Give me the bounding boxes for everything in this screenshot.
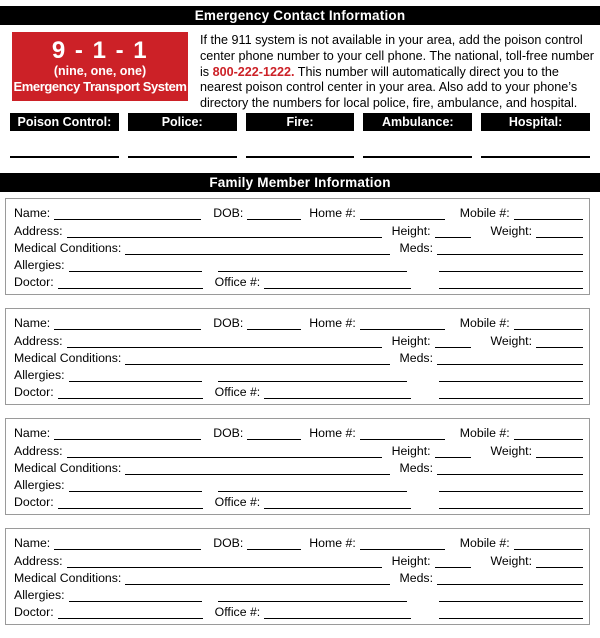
medical-conditions-label: Medical Conditions: <box>14 460 122 475</box>
medical-conditions-row <box>14 458 583 475</box>
medical-conditions-row <box>14 238 583 255</box>
police-blank-line[interactable] <box>128 146 237 158</box>
medical-conditions-label: Medical Conditions: <box>14 240 122 255</box>
medical-conditions-row <box>14 348 583 365</box>
address-row <box>14 330 583 347</box>
doctor-blank-line[interactable] <box>58 276 203 289</box>
home-phone-blank-line[interactable] <box>360 537 445 550</box>
medical-conditions-blank-line[interactable] <box>125 242 389 255</box>
family-members <box>5 198 590 638</box>
emergency-contact-header <box>0 6 600 25</box>
height-label: Height: <box>391 443 431 458</box>
home-phone-blank-line[interactable] <box>360 427 445 440</box>
height-label: Height: <box>391 223 431 238</box>
911-subtitle: Emergency Transport System <box>13 79 187 95</box>
contact-blank-lines-row <box>10 146 590 158</box>
mobile-phone-blank-line[interactable] <box>514 317 583 330</box>
allergies-row <box>14 475 583 492</box>
family-member-block <box>5 418 590 515</box>
home-phone-label: Home #: <box>309 206 356 221</box>
name-row <box>14 423 583 440</box>
address-label: Address: <box>14 443 63 458</box>
dob-label: DOB: <box>213 536 244 551</box>
meds-continuation-blank-line-1[interactable] <box>439 259 583 272</box>
meds-label: Meds: <box>399 460 433 475</box>
family-member-block <box>5 528 590 625</box>
family-member-block <box>5 308 590 405</box>
meds-blank-line[interactable] <box>437 352 583 365</box>
dob-label: DOB: <box>213 206 244 221</box>
meds-continuation-blank-line-1[interactable] <box>439 589 583 602</box>
height-blank-line[interactable] <box>435 445 471 458</box>
doctor-row <box>14 272 583 289</box>
meds-continuation-blank-line-2[interactable] <box>439 606 583 619</box>
medical-conditions-blank-line[interactable] <box>125 462 389 475</box>
intro-paragraph <box>200 33 598 112</box>
allergies-label: Allergies: <box>14 588 65 603</box>
emergency-contact-header-title: Emergency Contact Information <box>194 8 406 23</box>
mobile-phone-label: Mobile #: <box>459 426 510 441</box>
height-label: Height: <box>391 553 431 568</box>
intro-text-before: If the 911 system is not available in your area, add the poison control center phone number to your cell phone. The national, toll-free number is <box>200 33 594 79</box>
contact-labels-row <box>10 113 590 131</box>
dob-blank-line[interactable] <box>247 317 301 330</box>
weight-blank-line[interactable] <box>536 555 583 568</box>
poison-control-phone-number: 800-222-1222. <box>212 64 295 79</box>
weight-label: Weight: <box>490 333 532 348</box>
name-row <box>14 313 583 330</box>
allergies-blank-line-1[interactable] <box>69 259 202 272</box>
allergies-label: Allergies: <box>14 478 65 493</box>
name-blank-line[interactable] <box>54 537 201 550</box>
office-phone-label: Office #: <box>214 385 261 400</box>
contact-label-ambulance: Ambulance: <box>363 113 472 131</box>
height-blank-line[interactable] <box>435 225 471 238</box>
mobile-phone-blank-line[interactable] <box>514 537 583 550</box>
hospital-blank-line[interactable] <box>481 146 590 158</box>
meds-label: Meds: <box>399 240 433 255</box>
weight-label: Weight: <box>490 443 532 458</box>
allergies-blank-line-2[interactable] <box>218 369 407 382</box>
mobile-phone-label: Mobile #: <box>459 206 510 221</box>
address-blank-line[interactable] <box>67 445 382 458</box>
911-number: 9 - 1 - 1 <box>51 37 149 64</box>
meds-label: Meds: <box>399 570 433 585</box>
home-phone-blank-line[interactable] <box>360 207 445 220</box>
intro-text-after: This number will automatically direct you to the nearest poison control center in your area. Also add to your phone’s directory the numbers for local police, fire, ambulance, and hospital. <box>200 64 578 111</box>
name-label: Name: <box>14 206 51 221</box>
meds-label: Meds: <box>399 350 433 365</box>
meds-continuation-blank-line-1[interactable] <box>439 479 583 492</box>
weight-label: Weight: <box>490 223 532 238</box>
name-label: Name: <box>14 536 51 551</box>
address-label: Address: <box>14 223 63 238</box>
dob-label: DOB: <box>213 426 244 441</box>
name-row <box>14 533 583 550</box>
doctor-label: Doctor: <box>14 495 54 510</box>
doctor-blank-line[interactable] <box>58 496 203 509</box>
contact-label-fire: Fire: <box>246 113 355 131</box>
meds-continuation-blank-line-1[interactable] <box>439 369 583 382</box>
mobile-phone-label: Mobile #: <box>459 316 510 331</box>
allergies-label: Allergies: <box>14 368 65 383</box>
doctor-row <box>14 382 583 399</box>
address-label: Address: <box>14 333 63 348</box>
meds-blank-line[interactable] <box>437 242 583 255</box>
allergies-blank-line-2[interactable] <box>218 479 407 492</box>
dob-blank-line[interactable] <box>247 207 301 220</box>
allergies-blank-line-1[interactable] <box>69 479 202 492</box>
home-phone-blank-line[interactable] <box>360 317 445 330</box>
address-row <box>14 550 583 567</box>
home-phone-label: Home #: <box>309 536 356 551</box>
height-blank-line[interactable] <box>435 555 471 568</box>
doctor-label: Doctor: <box>14 385 54 400</box>
allergies-blank-line-1[interactable] <box>69 369 202 382</box>
allergies-row <box>14 365 583 382</box>
address-blank-line[interactable] <box>67 225 382 238</box>
fire-blank-line[interactable] <box>246 146 355 158</box>
name-label: Name: <box>14 426 51 441</box>
office-phone-blank-line[interactable] <box>264 276 411 289</box>
office-phone-blank-line[interactable] <box>264 496 411 509</box>
name-blank-line[interactable] <box>54 207 201 220</box>
doctor-label: Doctor: <box>14 605 54 620</box>
name-row <box>14 203 583 220</box>
address-row <box>14 220 583 237</box>
address-blank-line[interactable] <box>67 555 382 568</box>
address-label: Address: <box>14 553 63 568</box>
office-phone-blank-line[interactable] <box>264 606 411 619</box>
name-label: Name: <box>14 316 51 331</box>
911-emergency-box <box>12 32 188 101</box>
allergies-blank-line-1[interactable] <box>69 589 202 602</box>
contact-label-police: Police: <box>128 113 237 131</box>
address-row <box>14 440 583 457</box>
home-phone-label: Home #: <box>309 426 356 441</box>
allergies-row <box>14 585 583 602</box>
office-phone-label: Office #: <box>214 275 261 290</box>
medical-conditions-blank-line[interactable] <box>125 352 389 365</box>
dob-blank-line[interactable] <box>247 537 301 550</box>
medical-conditions-label: Medical Conditions: <box>14 570 122 585</box>
dob-label: DOB: <box>213 316 244 331</box>
home-phone-label: Home #: <box>309 316 356 331</box>
meds-continuation-blank-line-2[interactable] <box>439 276 583 289</box>
mobile-phone-label: Mobile #: <box>459 536 510 551</box>
allergies-row <box>14 255 583 272</box>
weight-blank-line[interactable] <box>536 225 583 238</box>
height-label: Height: <box>391 333 431 348</box>
medical-conditions-label: Medical Conditions: <box>14 350 122 365</box>
meds-blank-line[interactable] <box>437 462 583 475</box>
family-member-block <box>5 198 590 295</box>
doctor-row <box>14 602 583 619</box>
doctor-row <box>14 492 583 509</box>
allergies-blank-line-2[interactable] <box>218 589 407 602</box>
mobile-phone-blank-line[interactable] <box>514 207 583 220</box>
allergies-blank-line-2[interactable] <box>218 259 407 272</box>
contact-label-poison-control: Poison Control: <box>10 113 119 131</box>
doctor-blank-line[interactable] <box>58 606 203 619</box>
name-blank-line[interactable] <box>54 427 201 440</box>
weight-label: Weight: <box>490 553 532 568</box>
office-phone-label: Office #: <box>214 605 261 620</box>
meds-continuation-blank-line-2[interactable] <box>439 496 583 509</box>
family-member-header <box>0 173 600 192</box>
meds-continuation-blank-line-2[interactable] <box>439 386 583 399</box>
office-phone-label: Office #: <box>214 495 261 510</box>
doctor-label: Doctor: <box>14 275 54 290</box>
weight-blank-line[interactable] <box>536 335 583 348</box>
name-blank-line[interactable] <box>54 317 201 330</box>
ambulance-blank-line[interactable] <box>363 146 472 158</box>
weight-blank-line[interactable] <box>536 445 583 458</box>
contact-label-hospital: Hospital: <box>481 113 590 131</box>
medical-conditions-blank-line[interactable] <box>125 572 389 585</box>
height-blank-line[interactable] <box>435 335 471 348</box>
meds-blank-line[interactable] <box>437 572 583 585</box>
allergies-label: Allergies: <box>14 258 65 273</box>
doctor-blank-line[interactable] <box>58 386 203 399</box>
family-member-header-title: Family Member Information <box>209 175 391 190</box>
mobile-phone-blank-line[interactable] <box>514 427 583 440</box>
medical-conditions-row <box>14 568 583 585</box>
address-blank-line[interactable] <box>67 335 382 348</box>
911-phonetic: (nine, one, one) <box>53 64 147 79</box>
dob-blank-line[interactable] <box>247 427 301 440</box>
poison-control-blank-line[interactable] <box>10 146 119 158</box>
office-phone-blank-line[interactable] <box>264 386 411 399</box>
